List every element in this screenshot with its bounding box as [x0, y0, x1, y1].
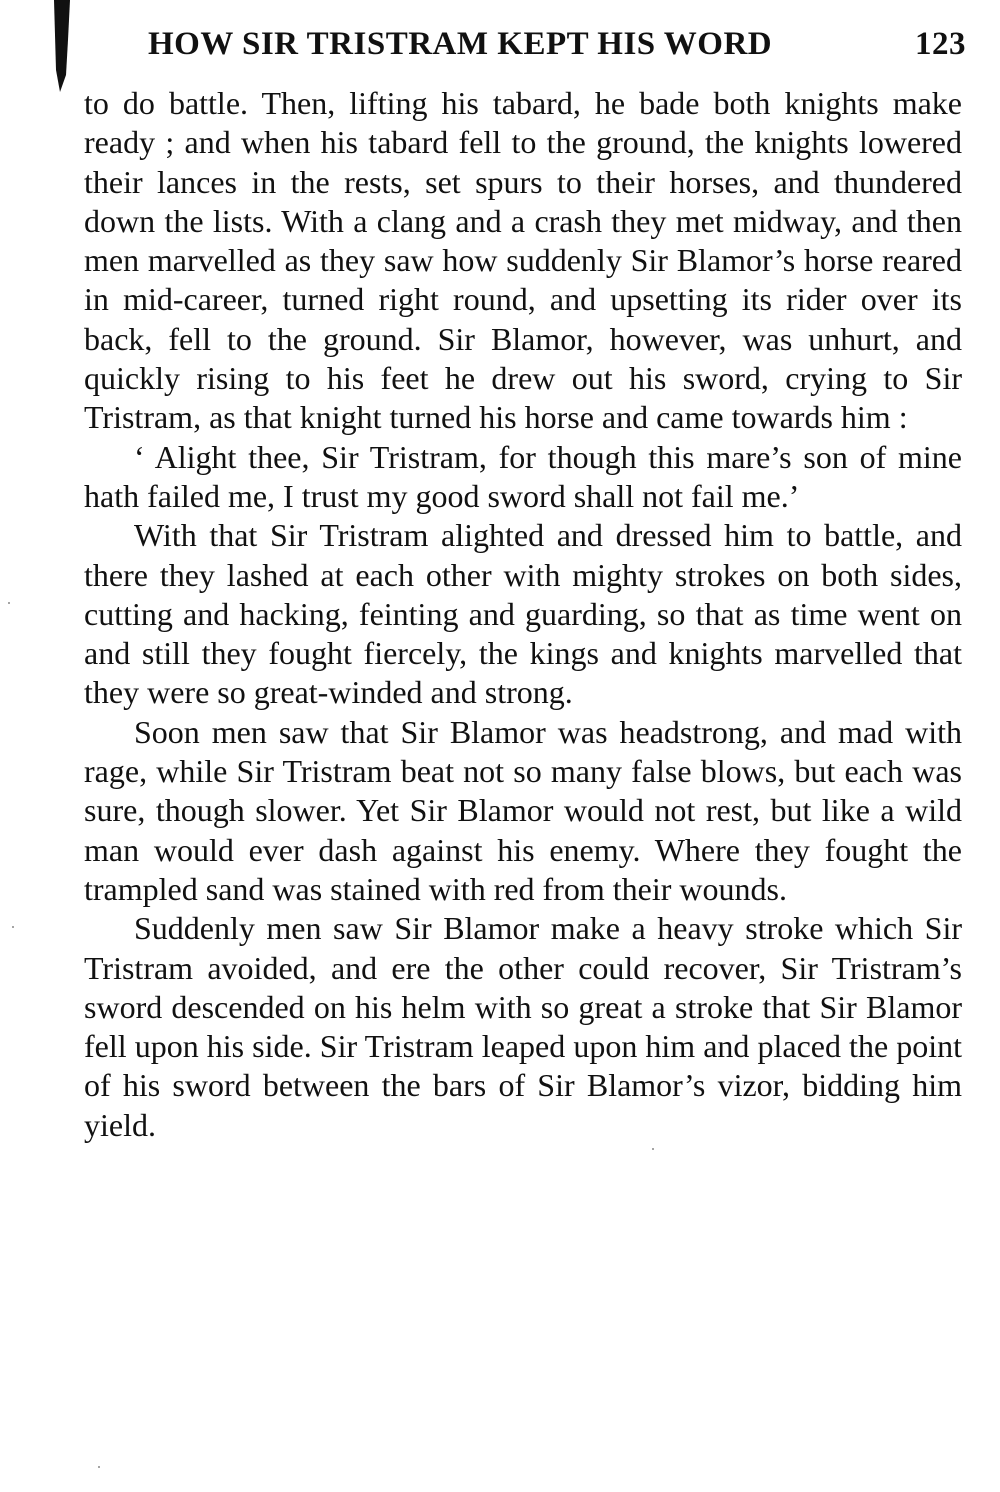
- scan-speck: [652, 1148, 654, 1150]
- binding-shadow-mark: [48, 0, 78, 100]
- paragraph: to do battle. Then, lifting his tabard, he bade both knights make ready ; and when his tabard fell to the ground, the knights lowered their lances in the rests, set spurs to their horses, and thundered down the lists. With a clang and a crash they met midway, and then men marvelled as they saw how suddenly Sir Blamor’s horse reared in mid-career, turned right round, and upsetting its rider over its back, fell to the ground. Sir Blamor, however, was unhurt, and quickly rising to his feet he drew out his sword, crying to Sir Tristram, as that knight turned his horse and came towards him :: [84, 85, 962, 436]
- page-body-text: [84, 84, 962, 1145]
- running-header: [148, 26, 966, 66]
- running-title: HOW SIR TRISTRAM KEPT HIS WORD: [148, 26, 773, 62]
- scan-speck: [8, 602, 10, 604]
- paragraph: Soon men saw that Sir Blamor was headstrong, and mad with rage, while Sir Tristram beat not so many false blows, but each was sure, though slower. Yet Sir Blamor would not rest, but like a wild man would ever dash against his enemy. Where they fought the trampled sand was stained with red from their wounds.: [84, 713, 962, 907]
- scan-speck: [98, 1466, 100, 1468]
- paragraph: With that Sir Tristram alighted and dressed him to battle, and there they lashed at each other with mighty strokes on both sides, cutting and hacking, feinting and guarding, so that as time went on and still they fought fiercely, the kings and knights marvelled that they were so great-winded and strong.: [84, 517, 962, 711]
- page-number: 123: [915, 26, 966, 62]
- paragraph: ‘ Alight thee, Sir Tristram, for though this mare’s son of mine hath failed me, I trust my good sword shall not fail me.’: [84, 438, 962, 514]
- scan-speck: [12, 926, 14, 928]
- paragraph: Suddenly men saw Sir Blamor make a heavy stroke which Sir Tristram avoided, and ere the other could recover, Sir Tristram’s sword descended on his helm with so great a stroke that Sir Blamor fell upon his side. Sir Tristram leaped upon him and placed the point of his sword between the bars of Sir Blamor’s vizor, bidding him yield.: [84, 910, 962, 1143]
